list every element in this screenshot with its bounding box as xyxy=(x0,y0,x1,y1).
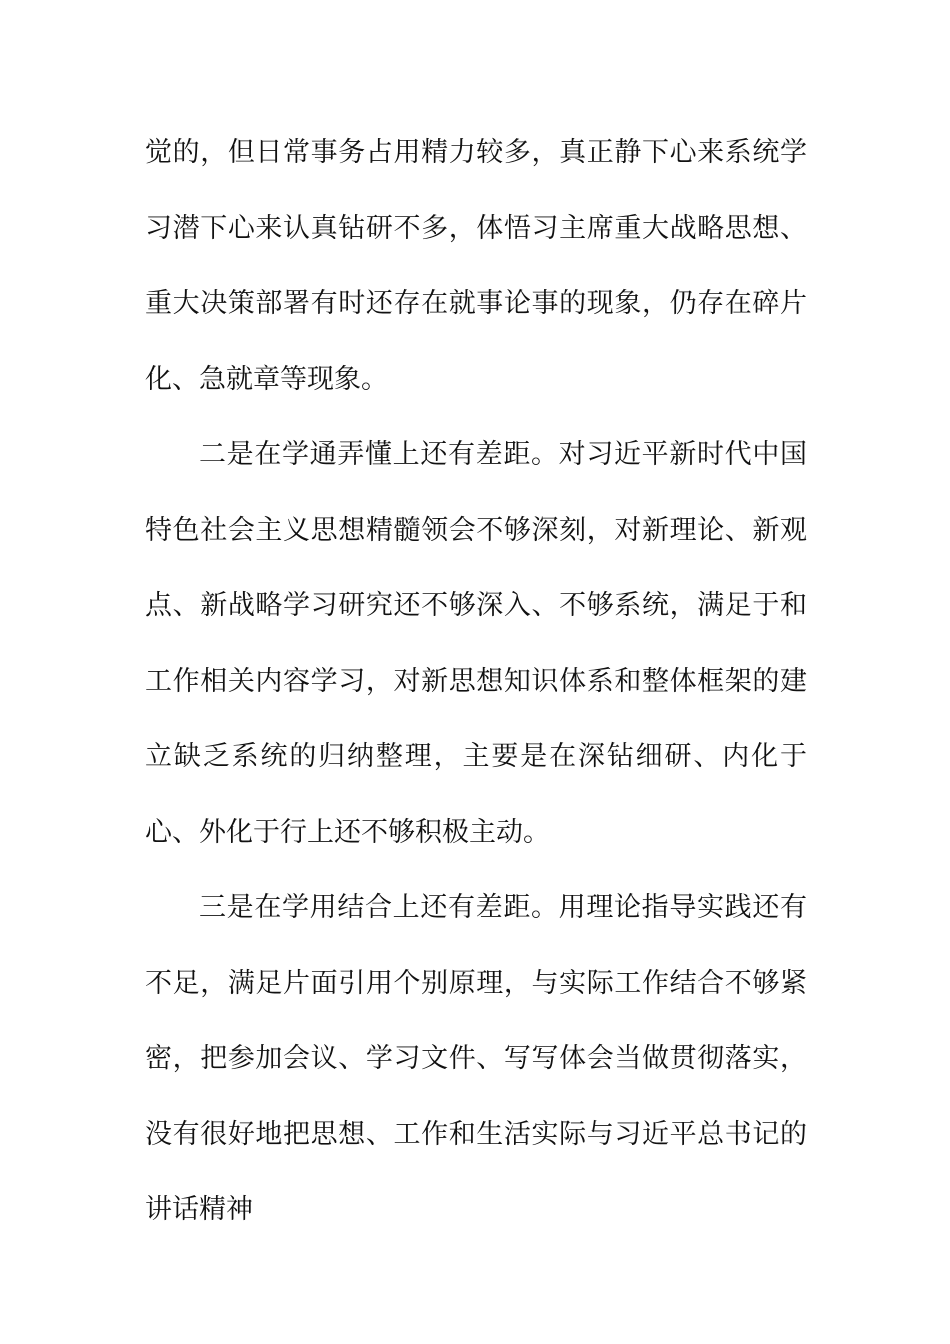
paragraph-continuation: 觉的，但日常事务占用精力较多，真正静下心来系统学习潜下心来认真钻研不多，体悟习主席重大战略思想、重大决策部署有时还存在就事论事的现象，仍存在碎片化、急就章等现象。 xyxy=(145,137,807,395)
document-body xyxy=(145,115,807,1248)
paragraph-second-gap: 二是在学通弄懂上还有差距。对习近平新时代中国特色社会主义思想精髓领会不够深刻，对新理论、新观点、新战略学习研究还不够深入、不够系统，满足于和工作相关内容学习，对新思想知识体系和整体框架的建立缺乏系统的归纳整理，主要是在深钻细研、内化于心、外化于行上还不够积极主动。 xyxy=(145,439,807,848)
paragraph-third-gap: 三是在学用结合上还有差距。用理论指导实践还有不足，满足片面引用个别原理，与实际工作结合不够紧密，把参加会议、学习文件、写写体会当做贯彻落实，没有很好地把思想、工作和生活实际与习近平总书记的讲话精神 xyxy=(145,892,807,1225)
